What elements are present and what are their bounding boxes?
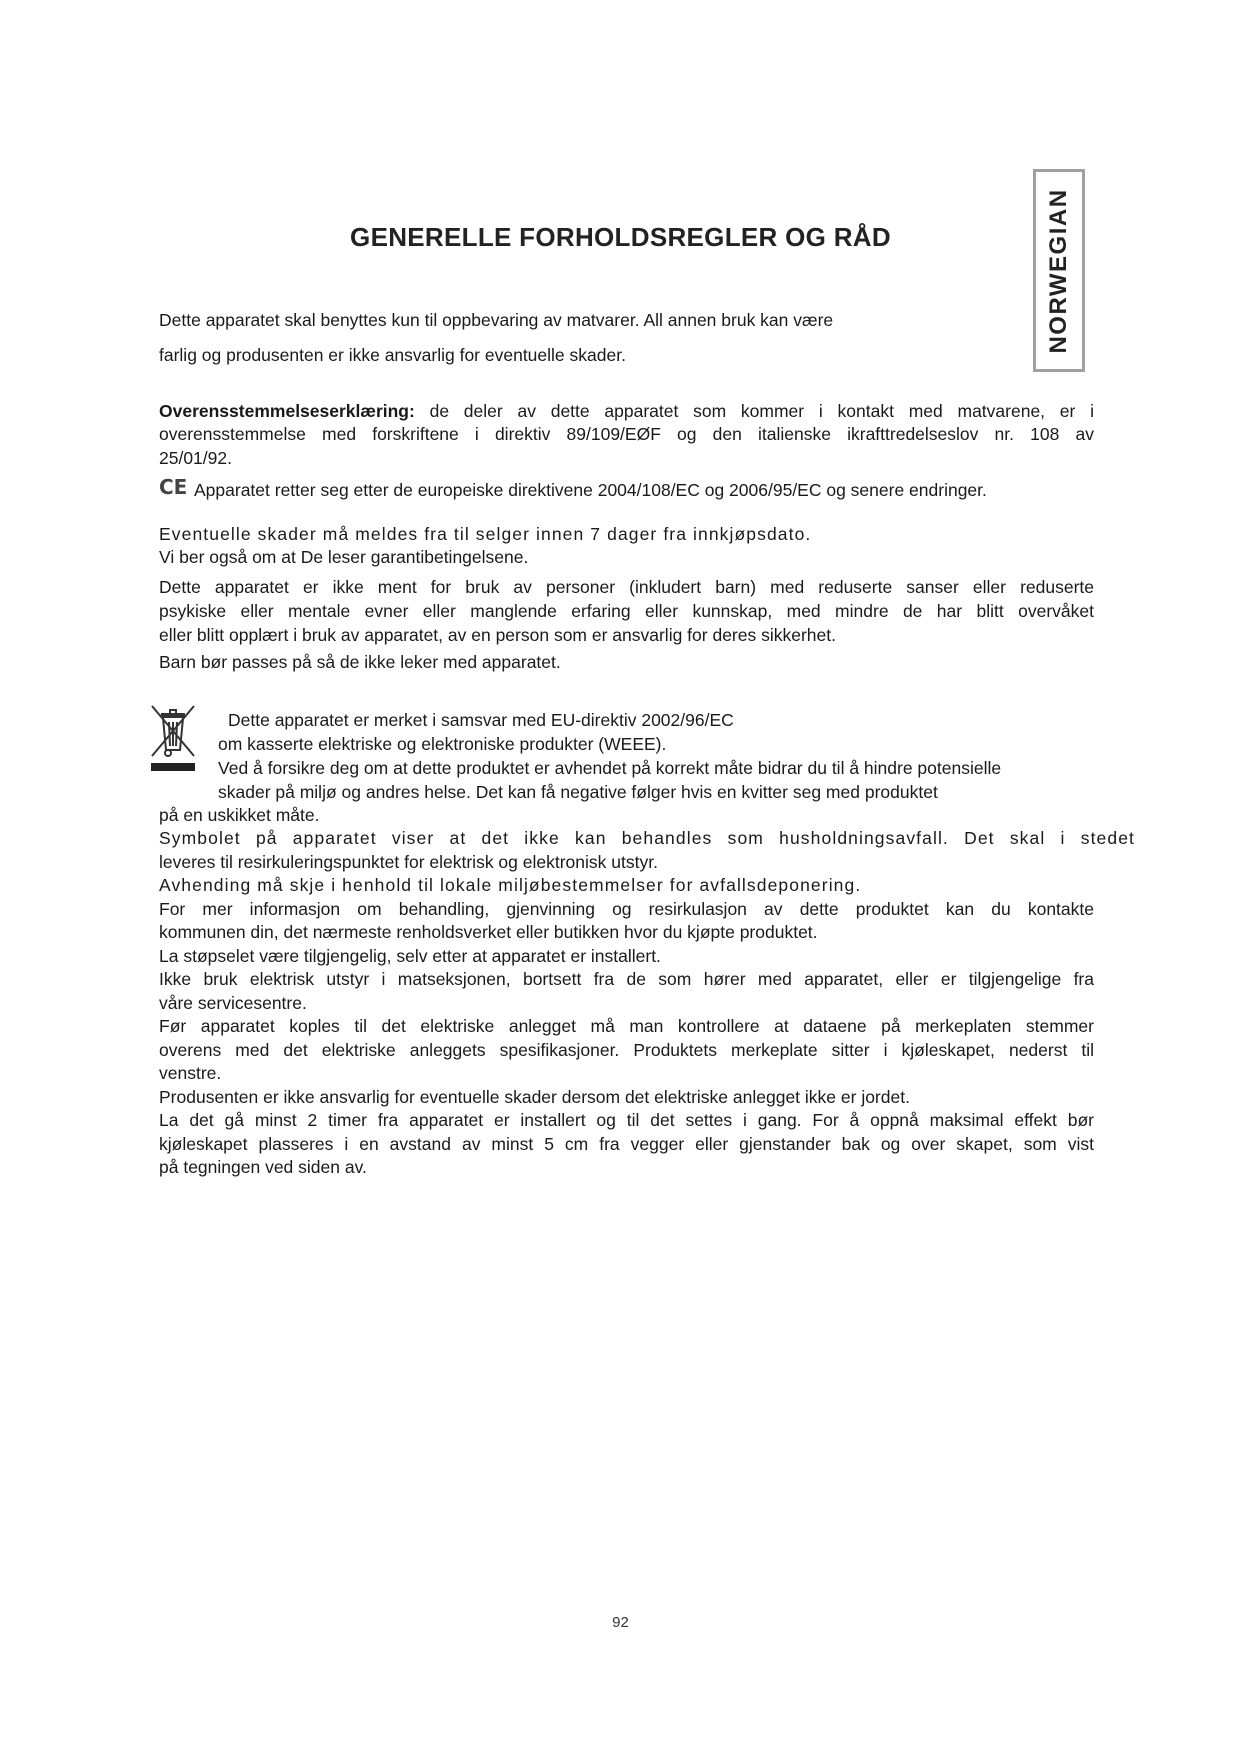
weee-line-3: Ved å forsikre deg om at dette produktet er avhendet på korrekt måte bidrar du til å hindre potensielle [218, 758, 1002, 778]
conformity-label: Overensstemmelseserklæring: [159, 401, 415, 421]
body-line-2: leveres til resirkuleringspunktet for elektrisk og elektronisk utstyr. [159, 852, 658, 872]
persons-line-3: eller blitt opplært i bruk av apparatet, av en person som er ansvarlig for deres sikkerhet. [159, 625, 836, 645]
language-side-tab [1033, 169, 1085, 372]
page-number: 92 [612, 1614, 629, 1631]
conformity-line-2: overensstemmelse med forskriftene i direktiv 89/109/EØF og den italienske ikrafttredelseslov nr. 108 av [159, 424, 1094, 444]
children-line: Barn bør passes på så de ikke leker med apparatet. [159, 652, 561, 672]
damage-line-1: Eventuelle skader må meldes fra til selger innen 7 dager fra innkjøpsdato. [159, 524, 812, 544]
weee-line-1: Dette apparatet er merket i samsvar med EU-direktiv 2002/96/EC [228, 710, 734, 730]
persons-line-1: Dette apparatet er ikke ment for bruk av personer (inkludert barn) med reduserte sanser eller reduserte [159, 577, 1094, 597]
weee-line-5: på en uskikket måte. [159, 805, 320, 825]
page-title: GENERELLE FORHOLDSREGLER OG RÅD [350, 222, 891, 252]
body-line-11: venstre. [159, 1063, 222, 1083]
body-line-12: Produsenten er ikke ansvarlig for eventuelle skader dersom det elektriske anlegget ikke er jordet. [159, 1087, 910, 1107]
weee-line-2: om kasserte elektriske og elektroniske produkter (WEEE). [218, 734, 667, 754]
conformity-line-1 [159, 400, 1094, 424]
ce-mark-icon: CE [159, 475, 188, 499]
body-line-10: overens med det elektriske anleggets spesifikasjoner. Produktets merkeplate sitter i kjøleskapet, nederst til [159, 1040, 1094, 1060]
body-line-5: kommunen din, det nærmeste renholdsverket eller butikken hvor du kjøpte produktet. [159, 922, 818, 942]
body-line-13: La det gå minst 2 timer fra apparatet er installert og til det settes i gang. For å oppnå maksimal effekt bør [159, 1110, 1094, 1130]
weee-line-4: skader på miljø og andres helse. Det kan få negative følger hvis en kvitter seg med produktet [218, 782, 938, 802]
body-line-8: våre servicesentre. [159, 993, 307, 1013]
body-line-1: Symbolet på apparatet viser at det ikke kan behandles som husholdningsavfall. Det skal i stedet [159, 828, 1135, 848]
body-line-4: For mer informasjon om behandling, gjenvinning og resirkulasjon av dette produktet kan du kontakte [159, 899, 1094, 919]
language-label: NORWEGIAN [1045, 187, 1072, 354]
body-line-14: kjøleskapet plasseres i en avstand av minst 5 cm fra vegger eller gjenstander bak og over skapet, som vist [159, 1134, 1094, 1154]
damage-line-2: Vi ber også om at De leser garantibetingelsene. [159, 547, 529, 567]
body-line-3: Avhending må skje i henhold til lokale miljøbestemmelser for avfallsdeponering. [159, 875, 862, 895]
intro-line-2: farlig og produsenten er ikke ansvarlig for eventuelle skader. [159, 345, 626, 365]
body-line-7: Ikke bruk elektrisk utstyr i matseksjonen, bortsett fra de som hører med apparatet, eller er tilgjengelige fra [159, 969, 1094, 989]
intro-line-1: Dette apparatet skal benyttes kun til oppbevaring av matvarer. All annen bruk kan være [159, 310, 834, 330]
crossed-bin-icon [148, 704, 198, 774]
body-line-6: La støpselet være tilgjengelig, selv etter at apparatet er installert. [159, 946, 661, 966]
conformity-text: de deler av dette apparatet som kommer i kontakt med matvarene, er i [414, 401, 1094, 421]
body-line-9: Før apparatet koples til det elektriske anlegget må man kontrollere at dataene på merkeplaten stemmer [159, 1016, 1094, 1036]
conformity-line-3: 25/01/92. [159, 448, 232, 468]
persons-line-2: psykiske eller mentale evner eller manglende erfaring eller kunnskap, med mindre de har blitt overvåket [159, 601, 1094, 621]
body-line-15: på tegningen ved siden av. [159, 1157, 367, 1177]
ce-text: Apparatet retter seg etter de europeiske direktivene 2004/108/EC og 2006/95/EC og senere endringer. [194, 480, 987, 500]
